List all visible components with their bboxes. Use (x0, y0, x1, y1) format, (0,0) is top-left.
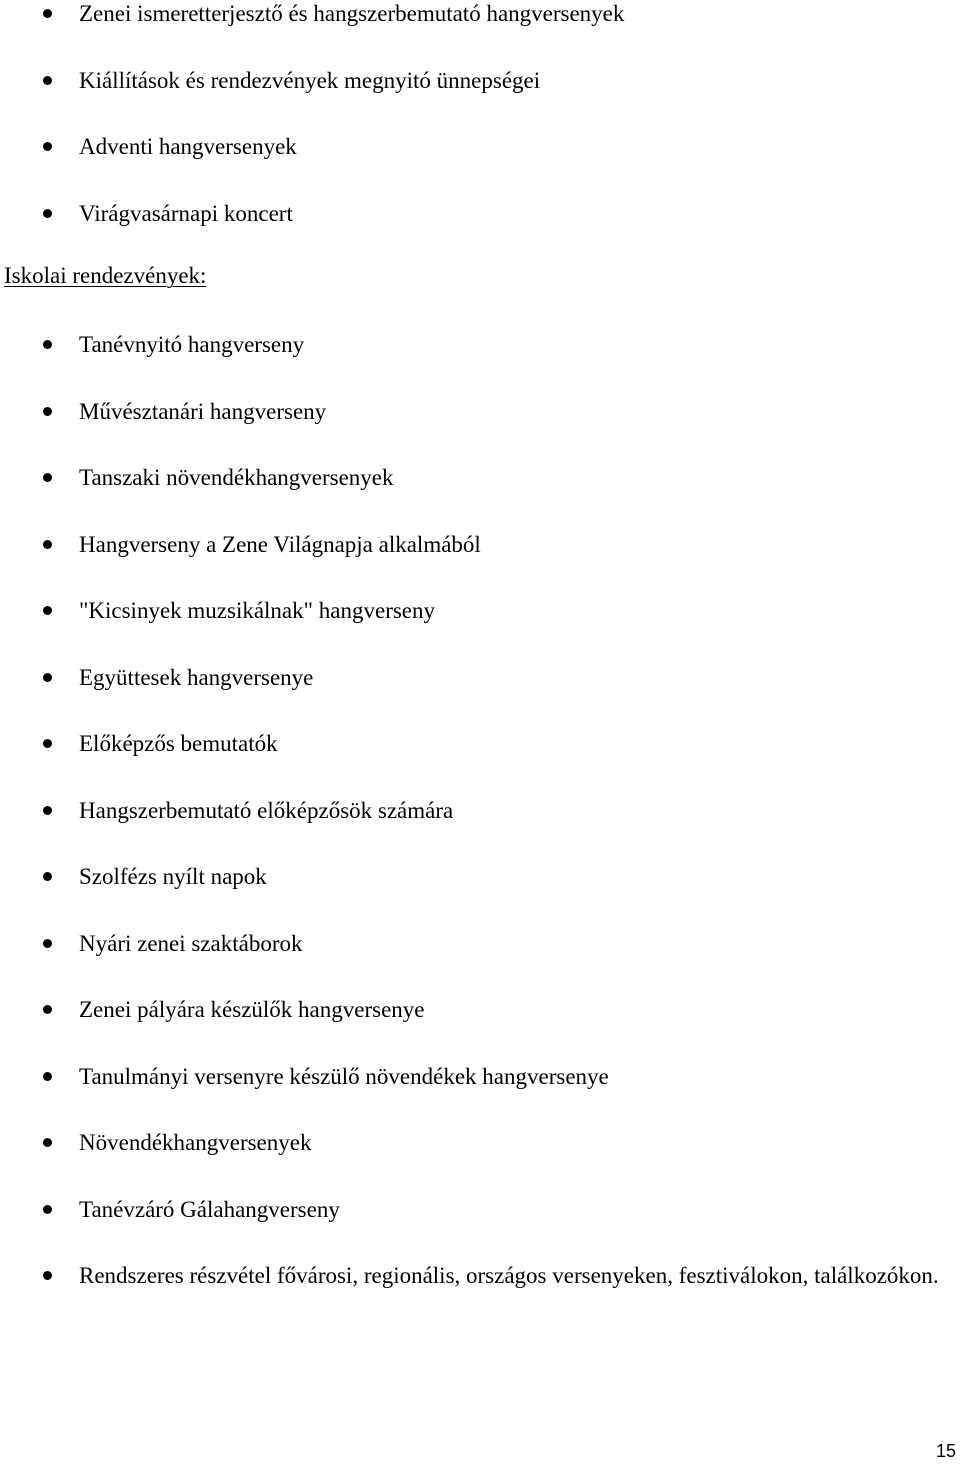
list-item (0, 1055, 960, 1122)
bullet-icon (43, 209, 52, 218)
bullet-icon (43, 1205, 52, 1214)
bullet-icon (43, 76, 52, 85)
list-item (0, 922, 960, 989)
list-item (0, 59, 960, 126)
list-item-text: Zenei ismeretterjesztő és hangszerbemutató hangversenyek (79, 1, 625, 26)
bullet-icon (43, 1005, 52, 1014)
list-item (0, 855, 960, 922)
list-item-text: Művésztanári hangverseny (79, 398, 327, 424)
list-item (0, 0, 960, 59)
list-item-text: Együttesek hangversenye (79, 664, 314, 690)
bullet-icon (43, 872, 52, 881)
list-item-text: Tanulmányi versenyre készülő növendékek hangversenye (79, 1063, 609, 1089)
list-item (0, 1121, 960, 1188)
list-item-text: "Kicsinyek muzsikálnak" hangverseny (79, 598, 436, 623)
event-list-school (0, 323, 960, 1298)
list-item (0, 988, 960, 1055)
bullet-icon (43, 540, 52, 549)
list-item-text: Rendszeres részvétel fővárosi, regionális, országos versenyeken, fesztiválokon, találkozókon. (79, 1263, 939, 1288)
list-item (0, 1188, 960, 1255)
bullet-icon (43, 9, 52, 18)
list-item (0, 390, 960, 457)
bullet-icon (43, 606, 52, 615)
list-item-text: Kiállítások és rendezvények megnyitó ünnepségei (79, 67, 541, 93)
event-list-general (0, 0, 960, 258)
bullet-icon (43, 1072, 52, 1081)
list-item (0, 589, 960, 656)
list-item (0, 456, 960, 523)
bullet-icon (43, 673, 52, 682)
list-item-text: Virágvasárnapi koncert (79, 200, 293, 226)
list-item (0, 192, 960, 259)
list-item (0, 1254, 960, 1298)
list-item-text: Zenei pályára készülők hangversenye (79, 997, 425, 1022)
list-item (0, 125, 960, 192)
list-item (0, 656, 960, 723)
bullet-icon (43, 739, 52, 748)
list-item-text: Hangverseny a Zene Világnapja alkalmából (79, 531, 481, 557)
list-item-text: Növendékhangversenyek (79, 1130, 312, 1155)
list-item-text: Tanszaki növendékhangversenyek (79, 465, 394, 490)
bullet-icon (43, 1271, 52, 1280)
page-number: 15 (935, 1441, 956, 1461)
list-item-text: Előképzős bemutatók (79, 731, 278, 756)
bullet-icon (43, 407, 52, 416)
list-item (0, 523, 960, 590)
list-item-text: Szolfézs nyílt napok (79, 864, 267, 889)
bullet-icon (43, 1138, 52, 1147)
bullet-icon (43, 939, 52, 948)
list-item (0, 323, 960, 390)
bullet-icon (43, 142, 52, 151)
section-heading-text: Iskolai rendezvények: (4, 263, 207, 288)
list-item (0, 722, 960, 789)
list-item-text: Adventi hangversenyek (79, 134, 297, 159)
list-item-text: Tanévzáró Gálahangverseny (79, 1196, 340, 1222)
list-item-text: Nyári zenei szaktáborok (79, 930, 303, 956)
section-heading-school-events (4, 254, 206, 298)
bullet-icon (43, 473, 52, 482)
bullet-icon (43, 340, 52, 349)
list-item-text: Hangszerbemutató előképzősök számára (79, 797, 454, 823)
bullet-icon (43, 806, 52, 815)
list-item-text: Tanévnyitó hangverseny (79, 332, 305, 357)
list-item (0, 789, 960, 856)
